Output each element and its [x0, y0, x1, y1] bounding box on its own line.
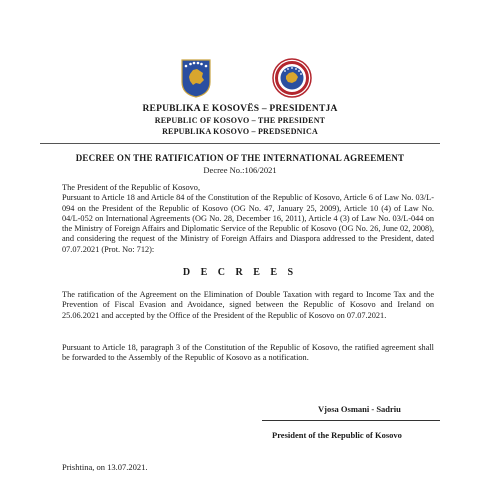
decrees-heading: D E C R E E S	[182, 267, 298, 278]
intro-paragraph: Pursuant to Article 18 and Article 84 of the Constitution of the Republic of Kosovo, Article 6 of Law No. 03/L-094 on the President of the Republic of Kosovo (OG No. 47, January 25, 2009), Article 10 (4) of Law No. 04/L-052 on International Agreements (OG No. 28, December 16, 2011), Article 4 (3) of Law No. 03/L-044 on the Ministry of Foreign Affairs and Diplomatic Service of the Republic of Kosovo (OG No. 26, June 02, 2008), and considering the request of the Ministry of Foreign Affairs and Diaspora addressed to the President, dated 07.07.2021 (Prot. No: 712):	[62, 193, 434, 254]
signatory-name: Vjosa Osmani - Sadriu	[318, 404, 401, 414]
document-title: DECREE ON THE RATIFICATION OF THE INTERNATIONAL AGREEMENT	[75, 153, 405, 163]
header-line-english: REPUBLIC OF KOSOVO – THE PRESIDENT	[154, 116, 326, 125]
header-line-albanian: REPUBLIKA E KOSOVËS – PRESIDENTJA	[142, 104, 338, 114]
decree-paragraph-1: The ratification of the Agreement on the Elimination of Double Taxation with regard to Income Tax and the Prevention of Fiscal Evasion and Avoidance, signed between the Republic of Kosovo and Ireland on 25.06.2021 and accepted by the Office of the President of the Republic of Kosovo on 07.07.2021.	[62, 290, 434, 320]
place-and-date: Prishtina, on 13.07.2021.	[62, 462, 148, 472]
intro-block	[62, 183, 434, 255]
presidential-seal-icon	[272, 58, 312, 98]
header-line-serbian: REPUBLIKA KOSOVO – PREDSEDNICA	[162, 127, 318, 136]
kosovo-coat-of-arms-icon	[180, 58, 212, 98]
intro-line-1: The President of the Republic of Kosovo,	[62, 183, 201, 192]
decree-number: Decree No.:106/2021	[203, 165, 277, 175]
decree-paragraph-2: Pursuant to Article 18, paragraph 3 of the Constitution of the Republic of Kosovo, the ratified agreement shall be forwarded to the Assembly of the Republic of Kosovo as a notification.	[62, 343, 434, 363]
header-divider	[40, 143, 440, 144]
signature-line	[262, 420, 440, 421]
signatory-title: President of the Republic of Kosovo	[272, 430, 402, 440]
